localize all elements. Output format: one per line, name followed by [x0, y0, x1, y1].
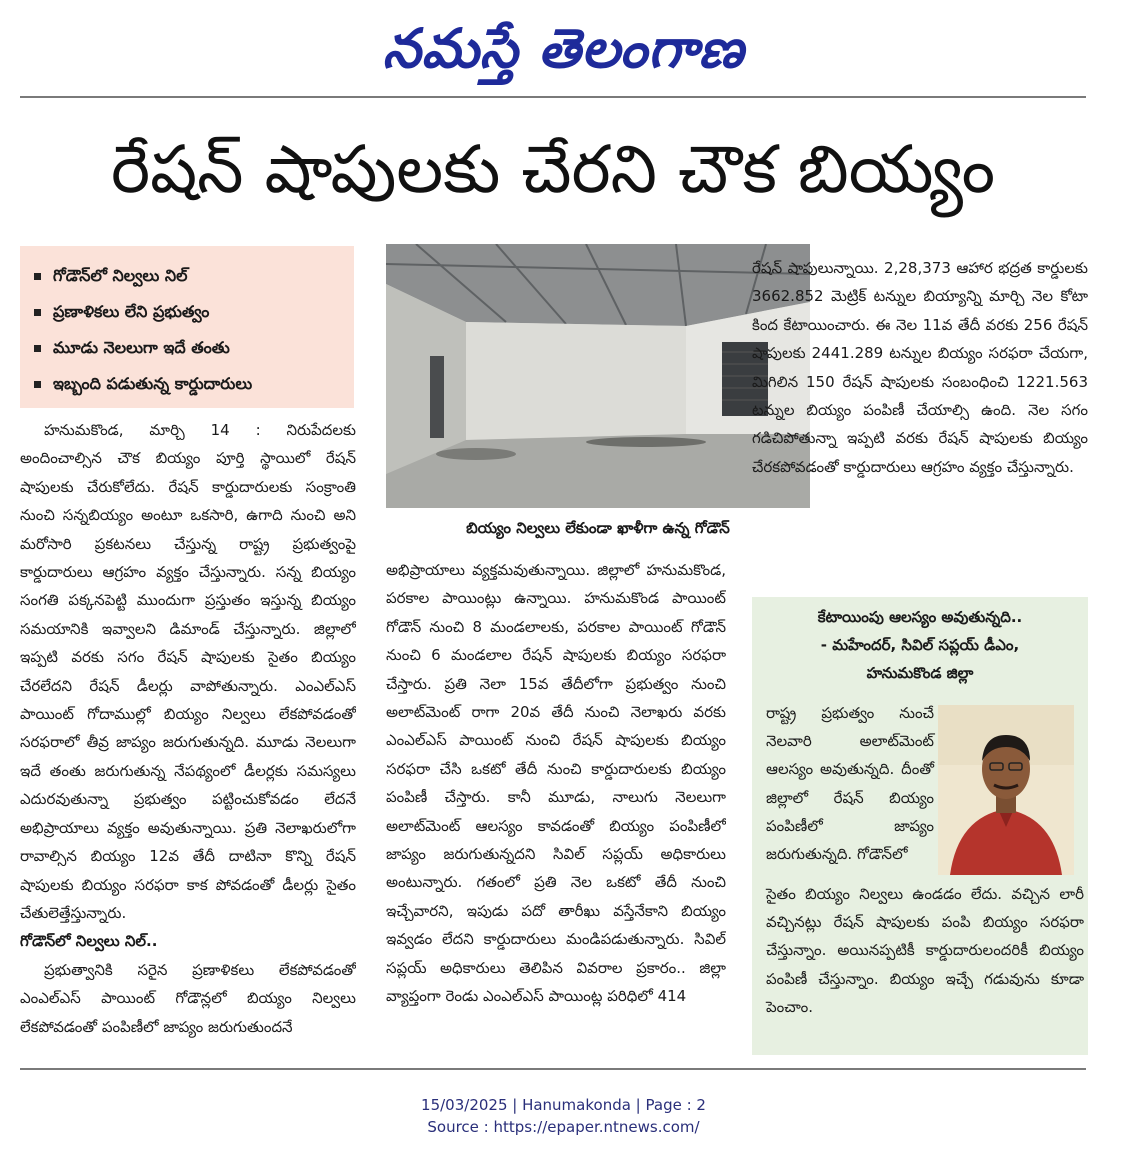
- article-subhead: గోడౌన్‌లో నిల్వలు నిల్..: [20, 932, 158, 951]
- article-paragraph: అభిప్రాయాలు వ్యక్తమవుతున్నాయి. జిల్లాలో హనుమకొండ, పరకాల పాయింట్లు ఉన్నాయి. హనుమకొండ పాయింట్ గోడౌన్ నుంచి 8 మండలాలకు, పరకాల పాయింట్ గోడౌన్ నుంచి 6 మండలాల రేషన్ షాపులకు బియ్యం సరఫరా చేస్తారు. ప్రతి నెలా 15వ తేదీలోగా ప్రభుత్వం నుంచి అలాట్‌మెంట్ రాగా 20వ తేదీ నుంచి నెలాఖరు వరకు ఎంఎల్ఎస్ పాయింట్ నుంచి రేషన్ షాపులకు బియ్యం సరఫరా చేసి ఒకటో తేదీ నుంచి కార్డుదారులకు బియ్యం పంపిణీ చేస్తారు. కానీ మూడు, నాలుగు నెలలుగా అలాట్‌మెంట్ ఆలస్యం కావడంతో బియ్యం పంపిణీలో జాప్యం జరుగుతున్నదని సివిల్ సప్లయ్ అధికారులు అంటున్నారు. గతంలో ప్రతి నెల ఒకటో తేదీ నుంచి ఇచ్చేవారని, ఇపుడు పదో తారీఖు వస్తేనేకాని బియ్యం ఇవ్వడం లేదని కార్డుదారులు మండిపడుతున్నారు. సివిల్ సప్లయ్ అధికారులు తెలిపిన వివరాల ప్రకారం.. జిల్లా వ్యాప్తంగా రెండు ఎంఎల్ఎస్ పాయింట్ల పరిధిలో 414: [386, 561, 726, 1006]
- highlight-item: గోడౌన్‌లో నిల్వలు నిల్: [34, 258, 344, 294]
- quote-byline: - మహేందర్, సివిల్ సప్లయ్ డీఎం,: [820, 636, 1020, 654]
- official-portrait-photo: [938, 705, 1074, 875]
- article-paragraph: ప్రభుత్వానికి సరైన ప్రణాళికలు లేకపోవడంతో ఎంఎల్ఎస్ పాయింట్ గోడౌన్లలో బియ్యం నిల్వలు లేకపోవడంతో పంపిణీలో జాప్యం జరుగుతుందనే: [20, 960, 356, 1036]
- footer-divider: [20, 1068, 1086, 1070]
- quote-title: కేటాయింపు ఆలస్యం అవుతున్నది.. - మహేందర్, సివిల్ సప్లయ్ డీఎం, హనుమకొండ జిల్లా: [752, 603, 1088, 687]
- highlight-item: ప్రణాళికలు లేని ప్రభుత్వం: [34, 294, 344, 330]
- masthead-divider: [20, 96, 1086, 98]
- article-column-1: [20, 416, 356, 1061]
- article-paragraph: హనుమకొండ, మార్చి 14 : నిరుపేదలకు అందించాల్సిన చౌక బియ్యం పూర్తి స్థాయిలో రేషన్ షాపులకు చేరుకోలేదు. రేషన్ కార్డుదారులకు సంక్రాంతి నుంచి సన్నబియ్యం అంటూ ఒకసారి, ఉగాది నుంచి అని మరోసారి ప్రకటనలు చేస్తున్న రాష్ట్ర ప్రభుత్వంపై కార్డుదారులు ఆగ్రహం వ్యక్తం చేస్తున్నారు. సన్న బియ్యం సంగతి పక్కనపెట్టి ముందుగా ప్రస్తుతం ఇస్తున్న బియ్యం సమయానికి ఇవ్వాలని డిమాండ్ చేస్తున్నారు. జిల్లాలో ఇప్పటి వరకు సగం రేషన్ షాపులకు సైతం బియ్యం చేరలేదని రేషన్ డీలర్లు వాపోతున్నారు. ఎంఎల్ఎస్ పాయింట్ గోదాముల్లో బియ్యం నిల్వలు లేకపోవడంతో సరఫరాలో తీవ్ర జాప్యం జరుగుతున్నది. మూడు నెలలుగా ఇదే తంతు జరుగుతున్న నేపథ్యంలో డీలర్లకు సమస్యలు ఎదురవుతున్నా ప్రభుత్వం పట్టించుకోవడం లేదనే అభిప్రాయాలు వ్యక్తం అవుతున్నాయి. ప్రతి నెలాఖరులోగా రావాల్సిన బియ్యం 12వ తేదీ దాటినా కొన్ని రేషన్ షాపులకు బియ్యం సరఫరా కాక పోవడంతో డీలర్లు సైతం చేతులెత్తేస్తున్నారు.: [20, 421, 356, 922]
- headline: రేషన్ షాపులకు చేరని చౌక బియ్యం: [110, 131, 996, 208]
- footer-dateline: 15/03/2025 | Hanumakonda | Page : 2: [421, 1096, 706, 1114]
- newspaper-logo: నమస్తే తెలంగాణ: [382, 16, 745, 80]
- bullet-icon: [34, 381, 41, 388]
- article-paragraph: రేషన్ షాపులున్నాయి. 2,28,373 ఆహార భద్రత కార్డులకు 3662.852 మెట్రిక్ టన్నుల బియ్యాన్ని మార్చి నెల కోటా కింద కేటాయించారు. ఈ నెల 11వ తేదీ వరకు 256 రేషన్ షాపులకు 2441.289 టన్నుల బియ్యం సరఫరా చేయగా, మిగిలిన 150 రేషన్ షాపులకు సంబంధించి 1221.563 టన్నుల బియ్యం పంపిణీ చేయాల్సి ఉంది. నెల సగం గడిచిపోతున్నా ఇప్పటి వరకు రేషన్ షాపులకు బియ్యం చేరకపోవడంతో కార్డుదారులు ఆగ్రహం వ్యక్తం చేస్తున్నారు.: [752, 259, 1088, 476]
- article-column-3: [752, 254, 1088, 584]
- footer-source-link[interactable]: Source : https://epaper.ntnews.com/: [427, 1118, 700, 1136]
- photo-caption: బియ్యం నిల్వలు లేకుండా ఖాళీగా ఉన్న గోడౌన్: [466, 519, 730, 537]
- warehouse-photo: [386, 244, 810, 508]
- article-column-2: [386, 556, 726, 1061]
- bullet-icon: [34, 273, 41, 280]
- bullet-icon: [34, 345, 41, 352]
- quote-byline: హనుమకొండ జిల్లా: [866, 664, 974, 682]
- quote-box: [752, 597, 1088, 1055]
- bullet-icon: [34, 309, 41, 316]
- highlight-item: ఇబ్బంది పడుతున్న కార్డుదారులు: [34, 366, 344, 402]
- highlights-box: [20, 246, 354, 408]
- highlight-item: మూడు నెలలుగా ఇదే తంతు: [34, 330, 344, 366]
- masthead: [0, 2, 1127, 94]
- quote-text-wrapped: రాష్ట్ర ప్రభుత్వం నుంచే నెలవారి అలాట్‌మెంట్ ఆలస్యం అవుతున్నది. దీంతో జిల్లాలో రేషన్ బియ్యం పంపిణీలో జాప్యం జరుగుతున్నది. గోడౌన్‌లో: [766, 704, 934, 864]
- quote-text: సైతం బియ్యం నిల్వలు ఉండడం లేదు. వచ్చిన లారీ వచ్చినట్లు రేషన్ షాపులకు పంపి బియ్యం సరఫరా చేస్తున్నాం. అయినప్పటికీ కార్డుదారులందరికీ బియ్యం పంపిణీ చేస్తున్నాం. బియ్యం ఇచ్చే గడువును కూడా పెంచాం.: [766, 885, 1084, 1016]
